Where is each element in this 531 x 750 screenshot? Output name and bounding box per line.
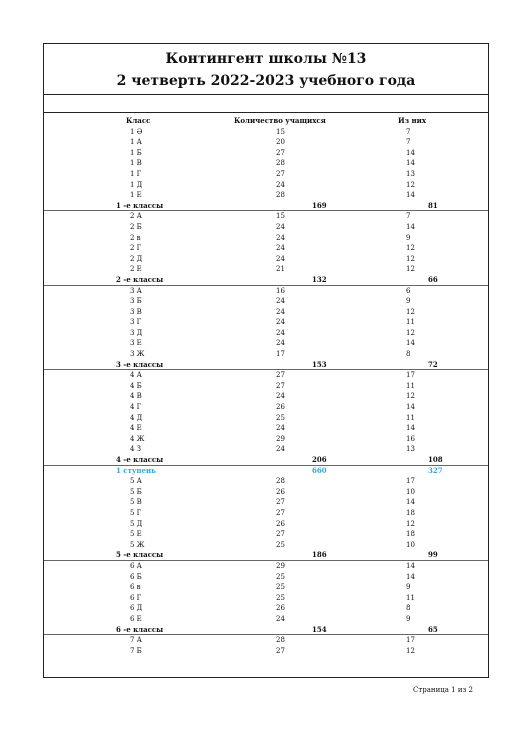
count-cell: 24 <box>276 424 285 433</box>
ofthem-cell: 10 <box>406 540 415 549</box>
class-cell: 6 Е <box>130 614 142 623</box>
ofthem-cell: 14 <box>406 403 415 412</box>
count-cell: 25 <box>276 593 285 602</box>
table-row <box>44 211 488 222</box>
ofthem-cell: 14 <box>406 159 415 168</box>
table-row <box>44 582 488 593</box>
class-cell: 3 А <box>130 286 142 295</box>
ofthem-cell: 12 <box>406 307 415 316</box>
stage-total-row <box>44 466 488 477</box>
subtotal-row <box>44 455 488 466</box>
class-cell: 4 Ж <box>130 434 145 443</box>
count-cell: 27 <box>276 646 285 655</box>
ofthem-cell: 6 <box>406 286 411 295</box>
ofthem-cell: 7 <box>406 212 411 221</box>
class-cell: 6 Д <box>130 604 143 613</box>
table-row <box>44 402 488 413</box>
ofthem-cell: 9 <box>406 233 411 242</box>
count-cell: 24 <box>276 328 285 337</box>
ofthem-cell: 14 <box>406 191 415 200</box>
class-cell: 4 З <box>130 445 142 454</box>
table-row <box>44 593 488 604</box>
class-cell: 5 Д <box>130 519 143 528</box>
ofthem-cell: 17 <box>406 636 415 645</box>
class-cell: 1 Е <box>130 191 142 200</box>
ofthem-cell: 11 <box>406 318 415 327</box>
ofthem-cell: 9 <box>406 614 411 623</box>
ofthem-cell: 12 <box>406 265 415 274</box>
class-cell: 1 Г <box>130 169 142 178</box>
table-row <box>44 222 488 233</box>
table-row <box>44 381 488 392</box>
ofthem-cell: 14 <box>406 572 415 581</box>
table-row <box>44 413 488 424</box>
count-cell: 26 <box>276 519 285 528</box>
class-cell: 3 -е классы <box>116 359 164 369</box>
table-row <box>44 349 488 360</box>
table-row <box>44 296 488 307</box>
class-cell: 4 Д <box>130 413 143 422</box>
class-cell: 6 Г <box>130 593 142 602</box>
count-cell: 24 <box>276 318 285 327</box>
table-row <box>44 254 488 265</box>
ofthem-cell: 14 <box>406 498 415 507</box>
table-row <box>44 603 488 614</box>
header-ofthem: Из них <box>398 116 427 125</box>
count-cell: 24 <box>276 180 285 189</box>
ofthem-cell: 7 <box>406 138 411 147</box>
count-cell: 27 <box>276 381 285 390</box>
count-cell: 29 <box>276 561 285 570</box>
table-row <box>44 338 488 349</box>
table-row <box>44 476 488 487</box>
ofthem-cell: 11 <box>406 381 415 390</box>
count-cell: 29 <box>276 434 285 443</box>
class-cell: 3 Б <box>130 297 142 306</box>
table-row <box>44 561 488 572</box>
table-row <box>44 180 488 191</box>
subtotal-row <box>44 201 488 212</box>
class-cell: 4 -е классы <box>116 455 164 464</box>
table-row <box>44 614 488 625</box>
count-cell: 27 <box>276 508 285 517</box>
table-row <box>44 423 488 434</box>
count-cell: 169 <box>312 200 327 210</box>
table-row <box>44 529 488 540</box>
ofthem-cell: 16 <box>406 434 415 443</box>
class-cell: 1 -е классы <box>116 200 164 210</box>
count-cell: 26 <box>276 487 285 496</box>
ofthem-cell: 9 <box>406 297 411 306</box>
ofthem-cell: 10 <box>406 487 415 496</box>
ofthem-cell: 13 <box>406 169 415 178</box>
count-cell: 25 <box>276 583 285 592</box>
table-row <box>44 233 488 244</box>
count-cell: 27 <box>276 498 285 507</box>
class-cell: 2 Е <box>130 265 142 274</box>
count-cell: 27 <box>276 169 285 178</box>
ofthem-cell: 7 <box>406 127 411 136</box>
contingent-table <box>44 116 488 656</box>
ofthem-cell: 12 <box>406 646 415 655</box>
blank-header-row <box>44 94 488 113</box>
count-cell: 154 <box>312 624 327 634</box>
count-cell: 28 <box>276 191 285 200</box>
class-cell: 4 А <box>130 371 142 380</box>
class-cell: 2 Д <box>130 254 143 263</box>
count-cell: 25 <box>276 572 285 581</box>
table-row <box>44 286 488 297</box>
class-cell: 7 А <box>130 636 142 645</box>
class-cell: 2 Б <box>130 222 142 231</box>
class-cell: 5 Г <box>130 508 142 517</box>
class-cell: 3 Д <box>130 328 143 337</box>
count-cell: 16 <box>276 286 285 295</box>
ofthem-cell: 12 <box>406 392 415 401</box>
count-cell: 21 <box>276 265 285 274</box>
class-cell: 3 Е <box>130 339 142 348</box>
ofthem-cell: 12 <box>406 180 415 189</box>
class-cell: 5 Б <box>130 487 142 496</box>
class-cell: 2 Г <box>130 244 142 253</box>
count-cell: 28 <box>276 159 285 168</box>
count-cell: 26 <box>276 604 285 613</box>
ofthem-cell: 81 <box>428 200 438 210</box>
count-cell: 153 <box>312 359 327 369</box>
ofthem-cell: 66 <box>428 274 438 284</box>
class-cell: 3 Г <box>130 318 142 327</box>
class-cell: 4 В <box>130 392 142 401</box>
table-header-row <box>44 116 488 127</box>
class-cell: 1 Д <box>130 180 143 189</box>
class-cell: 5 -е классы <box>116 550 164 560</box>
header-class: Класс <box>126 116 151 125</box>
count-cell: 28 <box>276 636 285 645</box>
ofthem-cell: 8 <box>406 350 411 359</box>
class-cell: 4 Б <box>130 381 142 390</box>
count-cell: 27 <box>276 530 285 539</box>
class-cell: 5 Е <box>130 530 142 539</box>
table-row <box>44 487 488 498</box>
ofthem-cell: 17 <box>406 477 415 486</box>
class-cell: 2 А <box>130 212 142 221</box>
ofthem-cell: 18 <box>406 530 415 539</box>
count-cell: 17 <box>276 350 285 359</box>
count-cell: 25 <box>276 413 285 422</box>
count-cell: 25 <box>276 540 285 549</box>
table-row <box>44 540 488 551</box>
table-row <box>44 572 488 583</box>
page-title: Контингент школы №13 <box>165 51 367 67</box>
class-cell: 1 ступень <box>116 465 156 475</box>
table-row <box>44 434 488 445</box>
table-row <box>44 264 488 275</box>
subtotal-row <box>44 275 488 286</box>
class-cell: 6 Б <box>130 572 142 581</box>
count-cell: 15 <box>276 212 285 221</box>
count-cell: 186 <box>312 550 327 560</box>
count-cell: 24 <box>276 244 285 253</box>
class-cell: 6 А <box>130 561 142 570</box>
count-cell: 24 <box>276 445 285 454</box>
ofthem-cell: 14 <box>406 222 415 231</box>
class-cell: 5 Ж <box>130 540 145 549</box>
table-row <box>44 646 488 657</box>
class-cell: 6 -е классы <box>116 624 164 634</box>
table-row <box>44 137 488 148</box>
table-row <box>44 328 488 339</box>
class-cell: 2 в <box>130 233 141 242</box>
class-cell: 6 в <box>130 583 141 592</box>
table-row <box>44 190 488 201</box>
count-cell: 206 <box>312 455 327 464</box>
class-cell: 3 Ж <box>130 350 145 359</box>
page-subtitle: 2 четверть 2022-2023 учебного года <box>116 73 416 89</box>
count-cell: 24 <box>276 307 285 316</box>
table-row <box>44 148 488 159</box>
class-cell: 7 Б <box>130 646 142 655</box>
ofthem-cell: 11 <box>406 413 415 422</box>
ofthem-cell: 8 <box>406 604 411 613</box>
ofthem-cell: 14 <box>406 339 415 348</box>
class-cell: 5 В <box>130 498 142 507</box>
ofthem-cell: 99 <box>428 550 438 560</box>
ofthem-cell: 12 <box>406 519 415 528</box>
class-cell: 1 А <box>130 138 142 147</box>
class-cell: 2 -е классы <box>116 274 164 284</box>
class-cell: 4 Г <box>130 403 142 412</box>
ofthem-cell: 12 <box>406 254 415 263</box>
ofthem-cell: 9 <box>406 583 411 592</box>
ofthem-cell: 18 <box>406 508 415 517</box>
count-cell: 24 <box>276 254 285 263</box>
count-cell: 20 <box>276 138 285 147</box>
class-cell: 1 Ә <box>130 127 143 136</box>
count-cell: 24 <box>276 233 285 242</box>
ofthem-cell: 14 <box>406 424 415 433</box>
subtotal-row <box>44 625 488 636</box>
ofthem-cell: 108 <box>428 455 443 464</box>
table-row <box>44 444 488 455</box>
page-footer: Страница 1 из 2 <box>413 686 473 694</box>
count-cell: 24 <box>276 222 285 231</box>
ofthem-cell: 14 <box>406 561 415 570</box>
count-cell: 24 <box>276 297 285 306</box>
ofthem-cell: 17 <box>406 371 415 380</box>
ofthem-cell: 14 <box>406 148 415 157</box>
ofthem-cell: 12 <box>406 328 415 337</box>
count-cell: 27 <box>276 371 285 380</box>
table-row <box>44 370 488 381</box>
ofthem-cell: 72 <box>428 359 438 369</box>
count-cell: 15 <box>276 127 285 136</box>
table-row <box>44 243 488 254</box>
table-row <box>44 508 488 519</box>
table-row <box>44 169 488 180</box>
class-cell: 1 В <box>130 159 142 168</box>
count-cell: 24 <box>276 392 285 401</box>
class-cell: 1 Б <box>130 148 142 157</box>
count-cell: 132 <box>312 274 327 284</box>
subtotal-row <box>44 360 488 371</box>
ofthem-cell: 13 <box>406 445 415 454</box>
header-count: Количество учащихся <box>234 116 326 125</box>
ofthem-cell: 12 <box>406 244 415 253</box>
subtotal-row <box>44 550 488 561</box>
count-cell: 24 <box>276 614 285 623</box>
table-row <box>44 497 488 508</box>
count-cell: 26 <box>276 403 285 412</box>
table-row <box>44 307 488 318</box>
count-cell: 28 <box>276 477 285 486</box>
table-row <box>44 519 488 530</box>
title-box <box>44 44 488 95</box>
count-cell: 27 <box>276 148 285 157</box>
ofthem-cell: 11 <box>406 593 415 602</box>
count-cell: 660 <box>312 465 327 475</box>
class-cell: 5 А <box>130 477 142 486</box>
table-row <box>44 127 488 138</box>
table-row <box>44 635 488 646</box>
ofthem-cell: 65 <box>428 624 438 634</box>
table-row <box>44 158 488 169</box>
count-cell: 24 <box>276 339 285 348</box>
table-row <box>44 317 488 328</box>
ofthem-cell: 327 <box>428 465 443 475</box>
table-row <box>44 391 488 402</box>
class-cell: 4 Е <box>130 424 142 433</box>
document-frame <box>43 43 489 678</box>
class-cell: 3 В <box>130 307 142 316</box>
